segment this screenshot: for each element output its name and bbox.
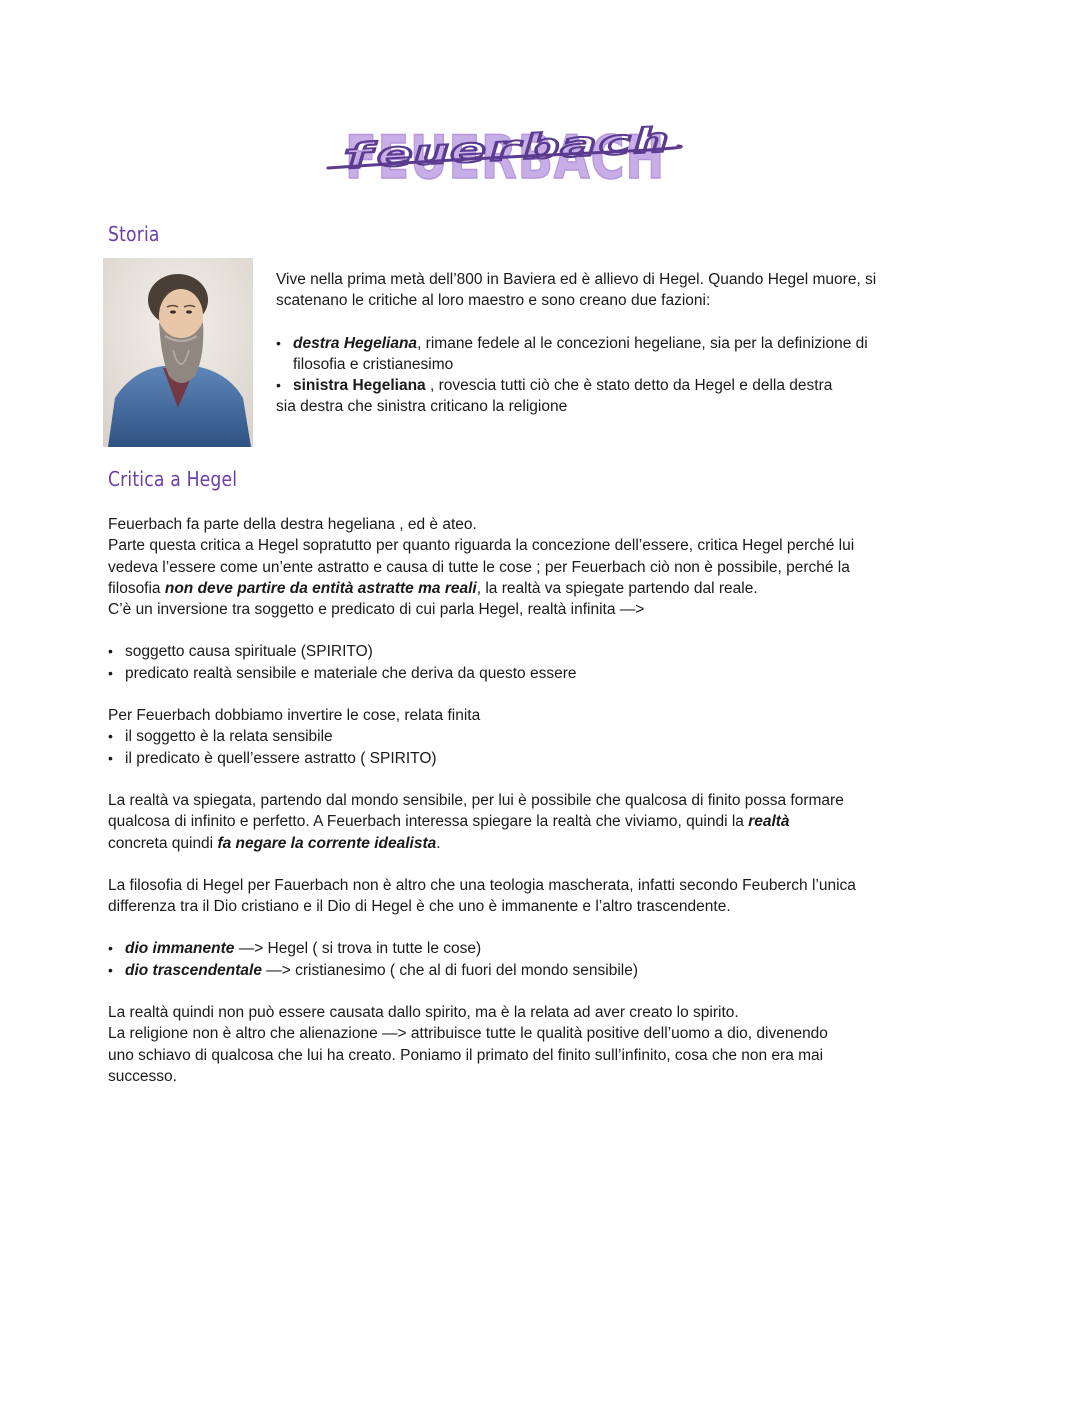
bullet-icon: • bbox=[108, 940, 113, 957]
paragraph-line bbox=[108, 833, 978, 854]
title-graphic bbox=[320, 118, 690, 198]
section-heading-storia: Storia bbox=[108, 222, 160, 246]
list-item bbox=[108, 641, 978, 662]
bullet-text-continuation: filosofia e cristianesimo bbox=[293, 355, 454, 373]
bullet-bold-term: sinistra Hegeliana bbox=[293, 377, 426, 395]
storia-closing: sia destra che sinistra criticano la religione bbox=[276, 398, 568, 416]
paragraph-line: La religione non è altro che alienazione —> attribuisce tutte le qualità positive dell’uomo a dio, divenendo bbox=[108, 1025, 828, 1043]
bullet-text: —> Hegel ( si trova in tutte le cose) bbox=[234, 940, 482, 958]
emphasis-text: non deve partire da entità astratte ma reali bbox=[164, 579, 477, 597]
paragraph-line: La filosofia di Hegel per Fauerbach non è altro che una teologia mascherata, infatti secondo Feuberch l’unica bbox=[108, 876, 856, 894]
bullet-text: , rovescia tutti ciò che è stato detto da Hegel e della destra bbox=[425, 377, 833, 395]
emphasis-text: fa negare la corrente idealista bbox=[217, 834, 437, 852]
paragraph-line bbox=[108, 578, 978, 599]
bullet-icon: • bbox=[108, 643, 113, 660]
list-item bbox=[108, 748, 978, 769]
paragraph-line: La realtà va spiegata, partendo dal mondo sensibile, per lui è possibile che qualcosa di finito possa formare bbox=[108, 791, 844, 809]
title-script-text: feuerbach bbox=[338, 128, 525, 178]
title-block-text: FEUERBACH bbox=[345, 123, 665, 193]
paragraph-line: differenza tra il Dio cristiano e il Dio di Hegel è che uno è immanente e l’altro trascendente. bbox=[108, 898, 731, 916]
bullet-icon: • bbox=[108, 728, 113, 745]
text-span: concreta quindi bbox=[108, 834, 218, 852]
bullet-icon: • bbox=[276, 334, 281, 351]
list-item bbox=[108, 726, 978, 747]
paragraph-line: C’è un inversione tra soggetto e predicato di cui parla Hegel, realtà infinita —> bbox=[108, 601, 645, 619]
bullet-bold-term: destra Hegeliana bbox=[293, 334, 418, 352]
list-item bbox=[108, 960, 978, 981]
portrait-image bbox=[103, 258, 253, 447]
paragraph-line: uno schiavo di qualcosa che lui ha creato. Poniamo il primato del finito sull’infinito, cosa che non era mai bbox=[108, 1046, 824, 1064]
bullet-icon: • bbox=[108, 749, 113, 766]
bullet-text: il predicato è quell’essere astratto ( SPIRITO) bbox=[125, 749, 437, 767]
section-heading-critica: Critica a Hegel bbox=[108, 467, 238, 491]
bullet-text: —> cristianesimo ( che al di fuori del mondo sensibile) bbox=[261, 961, 639, 979]
paragraph-line: La realtà quindi non può essere causata dallo spirito, ma è la relata ad aver creato lo spirito. bbox=[108, 1004, 739, 1022]
paragraph-line bbox=[108, 811, 978, 832]
list-item bbox=[276, 375, 976, 396]
bullet-text: , rimane fedele al le concezioni hegeliane, sia per la definizione di bbox=[417, 334, 868, 352]
page-title bbox=[320, 118, 690, 198]
bullet-text: il soggetto è la relata sensibile bbox=[125, 728, 333, 746]
bullet-icon: • bbox=[108, 664, 113, 681]
paragraph-line: successo. bbox=[108, 1067, 177, 1085]
storia-text bbox=[276, 269, 976, 418]
text-span: , la realtà va spiegate partendo dal reale. bbox=[476, 579, 758, 597]
bullet-bold-term: dio trascendentale bbox=[125, 961, 262, 979]
text-span: filosofia bbox=[108, 579, 165, 597]
paragraph-line: Per Feuerbach dobbiamo invertire le cose, relata finita bbox=[108, 707, 481, 725]
storia-intro-line-2: scatenano le critiche al loro maestro e sono creano due fazioni: bbox=[276, 292, 711, 310]
bullet-text: predicato realtà sensibile e materiale che deriva da questo essere bbox=[125, 664, 577, 682]
paragraph-line: Feuerbach fa parte della destra hegeliana , ed è ateo. bbox=[108, 516, 477, 533]
bullet-bold-term: dio immanente bbox=[125, 940, 235, 958]
storia-intro-line-1: Vive nella prima metà dell’800 in Baviera ed è allievo di Hegel. Quando Hegel muore, si bbox=[276, 271, 877, 288]
list-item bbox=[108, 938, 978, 959]
list-item bbox=[108, 663, 978, 684]
critica-text bbox=[108, 514, 978, 1087]
emphasis-text: realtà bbox=[748, 813, 790, 831]
bullet-text: soggetto causa spirituale (SPIRITO) bbox=[125, 643, 373, 661]
paragraph-line: vedeva l’essere come un’ente astratto e causa di tutte le cose ; per Feuerbach ciò non è possibile, perché la bbox=[108, 558, 850, 576]
bullet-icon: • bbox=[276, 377, 281, 394]
paragraph-line: Parte questa critica a Hegel sopratutto per quanto riguarda la concezione dell’essere, critica Hegel perché lui bbox=[108, 537, 855, 555]
text-span: . bbox=[436, 834, 441, 852]
bullet-icon: • bbox=[108, 961, 113, 978]
list-item bbox=[276, 333, 976, 376]
text-span: qualcosa di infinito e perfetto. A Feuerbach interessa spiegare la realtà che viviamo, quindi la bbox=[108, 813, 749, 831]
